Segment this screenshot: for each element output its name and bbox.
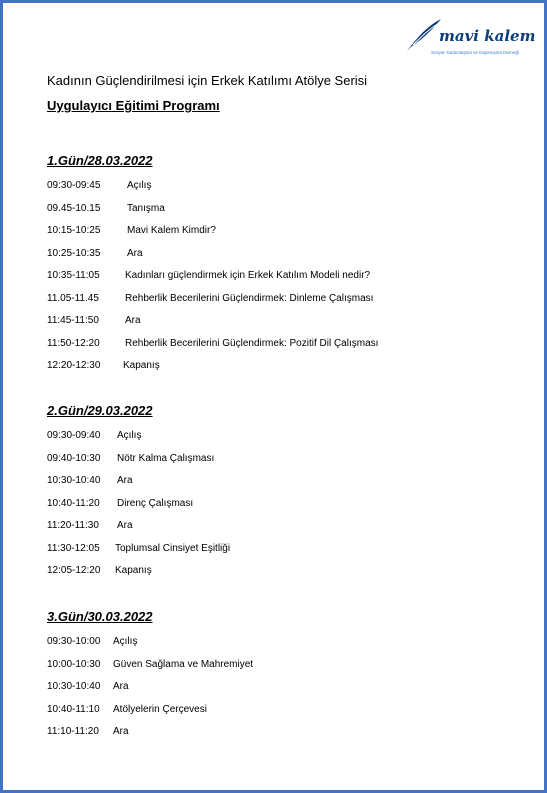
schedule-time: 10:15-10:25 [47,225,101,236]
schedule-activity: Ara [117,520,133,531]
schedule-activity: Atölyelerin Çerçevesi [113,703,207,715]
schedule-time: 09:30-09:45 [47,180,101,191]
schedule-activity: Rehberlik Becerilerini Güçlendirmek: Dinleme Çalışması [125,292,374,304]
schedule-time: 10:25-10:35 [47,247,101,259]
schedule-activity: Nötr Kalma Çalışması [117,452,215,464]
schedule-time: 11.05-11.45 [47,292,99,304]
mavi-kalem-logo [403,13,543,61]
logo-tagline: Sosyal Yardımlaşma ve Dayanışma Derneği [431,50,519,55]
schedule-activity: Kapanış [123,360,160,371]
schedule-activity: Toplumsal Cinsiyet Eşitliği [115,542,231,554]
feather-icon [403,15,443,55]
schedule-time: 10:00-10:30 [47,658,101,670]
schedule-activity: Ara [113,681,129,692]
schedule-activity: Rehberlik Becerilerini Güçlendirmek: Pozitif Dil Çalışması [125,337,379,349]
schedule-activity: Direnç Çalışması [117,497,194,509]
schedule-time: 11:10-11:20 [47,726,99,737]
schedule-activity: Ara [125,315,141,326]
schedule-time: 10:40-11:10 [47,703,100,715]
schedule-time: 10:35-11:05 [47,270,100,281]
schedule-time: 10:30-10:40 [47,475,101,486]
schedule-time: 09.45-10.15 [47,202,101,214]
schedule-activity: Açılış [127,180,152,191]
schedule-time: 11:20-11:30 [47,520,99,531]
schedule-activity: Mavi Kalem Kimdir? [127,225,216,236]
schedule-activity: Kapanış [115,565,152,576]
schedule-activity: Tanışma [127,202,165,214]
schedule-time: 11:50-12:20 [47,337,100,349]
schedule-activity: Güven Sağlama ve Mahremiyet [113,658,254,670]
schedule-time: 11:30-12:05 [47,542,100,554]
schedule-time: 11:45-11:50 [47,315,99,326]
schedule-activity: Açılış [113,636,138,647]
schedule-activity: Kadınları güçlendirmek için Erkek Katılım Modeli nedir? [125,270,371,281]
day-heading: 2.Gün/29.03.2022 [47,403,153,418]
schedule-activity: Açılış [117,430,142,441]
schedule-time: 10:30-10:40 [47,681,101,692]
schedule-time: 09:30-09:40 [47,430,101,441]
day-heading: 1.Gün/28.03.2022 [47,153,153,168]
schedule-activity: Ara [127,247,143,259]
page-subtitle: Uygulayıcı Eğitimi Programı [47,98,220,113]
schedule-time: 09:30-10:00 [47,636,101,647]
schedule-activity: Ara [113,726,129,737]
page-title: Kadının Güçlendirilmesi için Erkek Katılımı Atölye Serisi [47,73,368,88]
schedule-time: 09:40-10:30 [47,452,101,464]
day-heading: 3.Gün/30.03.2022 [47,609,153,624]
logo-name: mavi kalem [439,27,536,45]
schedule-time: 12:20-12:30 [47,360,101,371]
schedule-time: 12:05-12:20 [47,565,101,576]
schedule-time: 10:40-11:20 [47,497,100,509]
schedule-activity: Ara [117,475,133,486]
